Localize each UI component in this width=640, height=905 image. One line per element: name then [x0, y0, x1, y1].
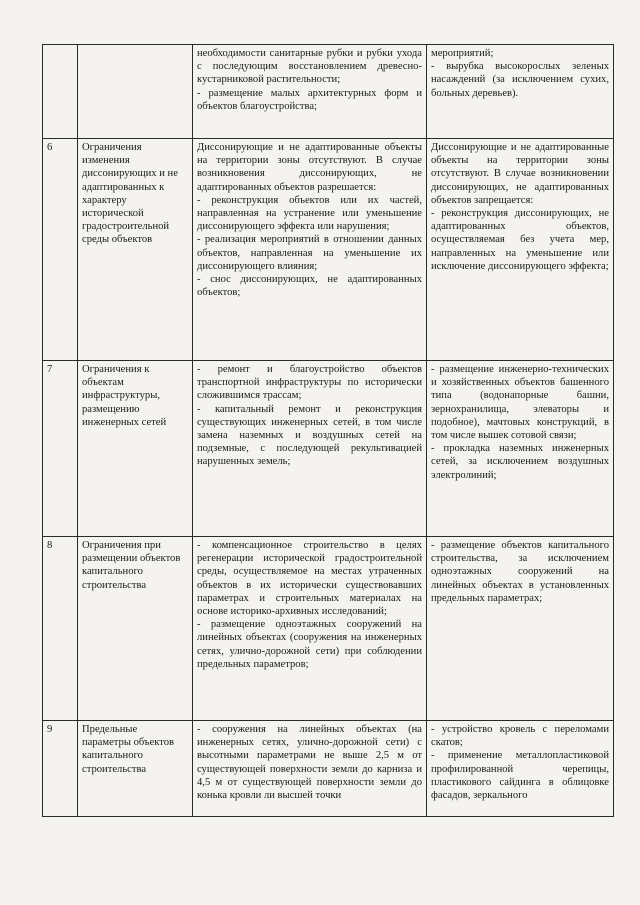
restriction-name: Предельные параметры объектов капитального строительства: [78, 721, 193, 817]
prohibited-item: Диссонирующие и не адаптированные объекты на территории зоны отсутствуют. В случае возникновении диссонирующих, не адаптированных объектов запрещается:: [431, 142, 609, 206]
allowed-item: - размещение одноэтажных сооружений на линейных объектах (сооружения на инженерных сетях, улично-дорожной сети) при соблюдении предельных параметров;: [197, 619, 422, 670]
table-body: [43, 45, 614, 817]
allowed-item: - компенсационное строительство в целях регенерации исторической градостроительной среды, осуществляемое на местах утраченных объектов в их исторически существовавших параметрах и строительных материалах на основе историко-архивных исследований;: [197, 540, 422, 618]
prohibited-cell: [427, 45, 614, 139]
allowed-cell: [193, 721, 427, 817]
allowed-cell: [193, 139, 427, 361]
row-number: [43, 45, 78, 139]
restriction-name: [78, 45, 193, 139]
prohibited-cell: [427, 537, 614, 721]
allowed-item: - реконструкция объектов или их частей, направленная на устранение или уменьшение диссонирующего эффекта или нарушения;: [197, 194, 422, 233]
prohibited-cell: [427, 721, 614, 817]
table-row: [43, 45, 614, 139]
allowed-cell: [193, 537, 427, 721]
allowed-item: - снос диссонирующих, не адаптированных объектов;: [197, 274, 422, 299]
table-row: [43, 721, 614, 817]
row-number: 9: [43, 721, 78, 817]
table-row: [43, 361, 614, 537]
allowed-cell: [193, 45, 427, 139]
allowed-item: необходимости санитарные рубки и рубки ухода с последующим восстановлением древесно-кустарниковой растительности;: [197, 48, 422, 86]
row-number: 6: [43, 139, 78, 361]
row-number: 8: [43, 537, 78, 721]
restriction-name: Ограничения к объектам инфраструктуры, размещению инженерных сетей: [78, 361, 193, 537]
allowed-item: Диссонирующие и не адаптированные объекты на территории зоны отсутствуют. В случае возникновения диссонирующих, не адаптированных объектов разрешается:: [197, 142, 422, 193]
allowed-item: - сооружения на линейных объектах (на инженерных сетях, улично-дорожной сети) с высотными параметрами не выше 2,5 м от существующей поверхности земли до карниза и 4,5 м от существующей поверхности земли до конька кровли ли высшей точки: [197, 724, 422, 802]
prohibited-item: - размещение объектов капитального строительства, за исключением одноэтажных сооружений на линейных объектах в установленных предельных параметрах;: [431, 540, 609, 604]
prohibited-item: - прокладка наземных инженерных сетей, за исключением воздушных электролиний;: [431, 443, 609, 481]
restriction-name: Ограничения при размещении объектов капитального строительства: [78, 537, 193, 721]
allowed-item: - капитальный ремонт и реконструкция существующих инженерных сетей, в том числе замена наземных и воздушных сетей на подземные, с последующей рекультивацией нарушенных земель;: [197, 403, 422, 468]
prohibited-item: - размещение инженерно-технических и хозяйственных объектов башенного типа (водонапорные башни, зернохранилища, элеваторы и подобное), мачтовых конструкций, в том числе вышек сотовой связи;: [431, 364, 609, 442]
allowed-item: - реализация мероприятий в отношении данных объектов, направленная на уменьшение их диссонирующего влияния;: [197, 234, 422, 272]
prohibited-cell: [427, 361, 614, 537]
restrictions-table: [42, 44, 614, 817]
table-row: [43, 139, 614, 361]
prohibited-item: мероприятий;: [431, 48, 494, 59]
prohibited-item: - реконструкция диссонирующих, не адаптированных объектов, осуществляемая без учета мер, направленных на уменьшение или исключение диссонирующего эффекта;: [431, 208, 609, 272]
prohibited-item: - вырубка высокорослых зеленых насаждений (за исключением сухих, больных деревьев).: [431, 61, 609, 99]
allowed-item: - размещение малых архитектурных форм и объектов благоустройства;: [197, 87, 422, 112]
prohibited-cell: [427, 139, 614, 361]
allowed-item: - ремонт и благоустройство объектов транспортной инфраструктуры по исторически сложившимся трассам;: [197, 364, 422, 402]
restriction-name: Ограничения изменения диссонирующих и не адаптированных к характеру исторической градостроительной среды объектов: [78, 139, 193, 361]
table-row: [43, 537, 614, 721]
prohibited-item: - устройство кровель с переломами скатов;: [431, 724, 609, 749]
row-number: 7: [43, 361, 78, 537]
allowed-cell: [193, 361, 427, 537]
prohibited-item: - применение металлопластиковой профилированной черепицы, пластикового сайдинга в облицовке фасадов, зеркального: [431, 750, 609, 802]
